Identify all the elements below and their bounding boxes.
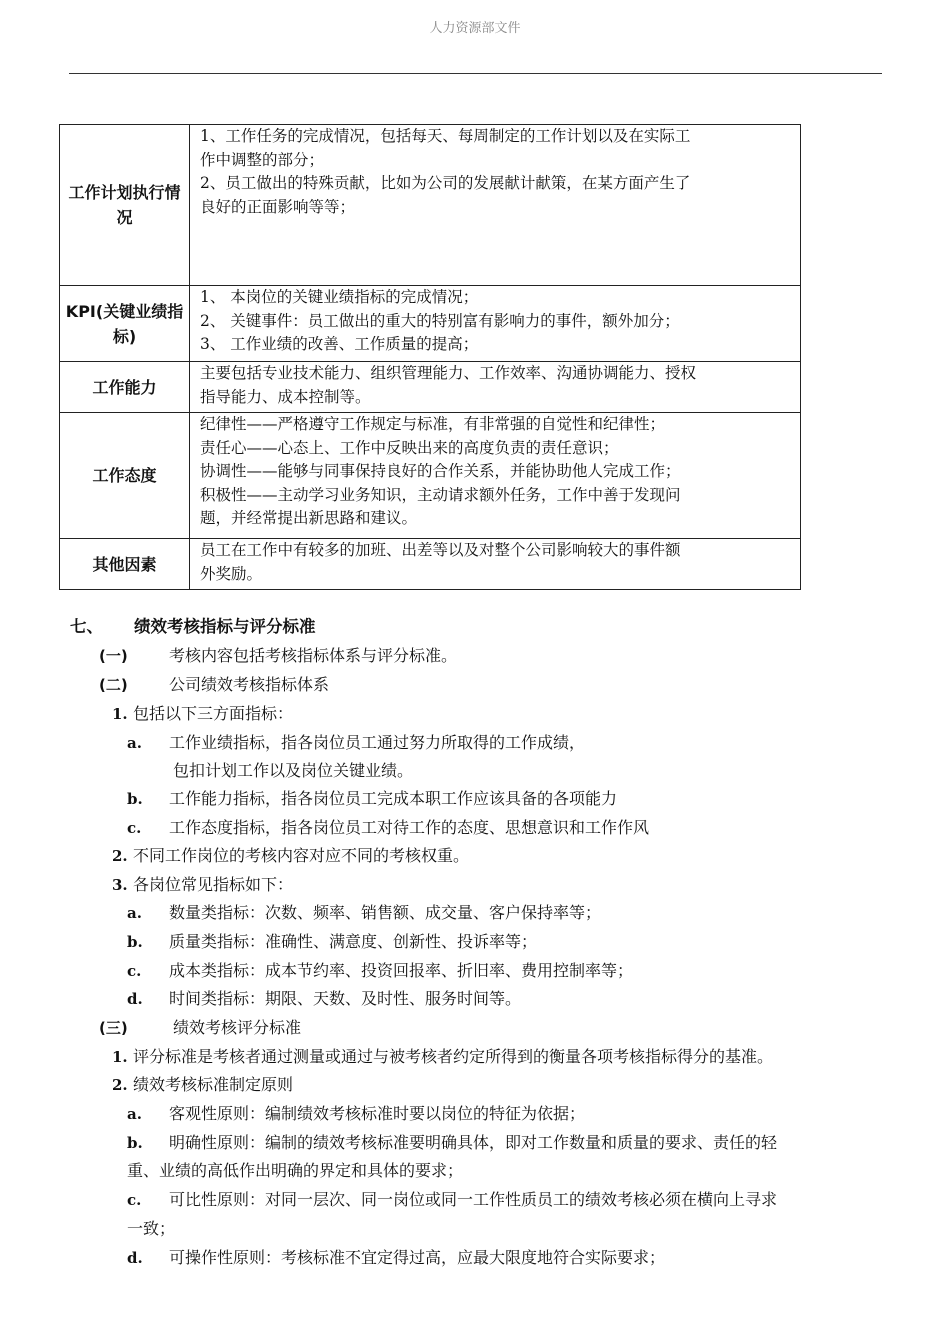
table-row (60, 413, 801, 539)
subitem-text: 时间类指标：期限、天数、及时性、服务时间等。 (169, 989, 522, 1008)
subitem-text: 数量类指标：次数、频率、销售额、成交量、客户保持率等； (169, 903, 602, 922)
item-text: 评分标准是考核者通过测量或通过与被考核者约定所得到的衡量各项考核指标得分的基准。 (133, 1047, 774, 1066)
subitem-marker: d. (127, 990, 143, 1008)
content-line: 协调性——能够与同事保持良好的合作关系，并能协助他人完成工作； (200, 462, 681, 481)
table-row (60, 362, 801, 413)
content-line: 2、员工做出的特殊贡献，比如为公司的发展献计献策，在某方面产生了 (200, 174, 691, 193)
row-label: 工作态度 (60, 413, 190, 539)
content-line: 1、 本岗位的关键业绩指标的完成情况； (200, 288, 479, 306)
subitem-marker: a. (127, 904, 142, 922)
row-content (190, 413, 801, 539)
table-row (60, 539, 801, 590)
row-content (190, 362, 801, 413)
item-text: 绩效考核标准制定原则 (133, 1075, 294, 1094)
content-line: 外奖励。 (200, 564, 263, 583)
content-line: 纪律性——严格遵守工作规定与标准，有非常强的自觉性和纪律性； (200, 415, 666, 433)
row-label: 其他因素 (60, 539, 190, 590)
subitem-marker: a. (127, 1105, 142, 1123)
content-line: 积极性——主动学习业务知识，主动请求额外任务，工作中善于发现问 (200, 485, 681, 504)
table-row (60, 125, 801, 286)
row-content (190, 125, 801, 286)
row-content (190, 286, 801, 362)
subitem-text: 工作能力指标，指各岗位员工完成本职工作应该具备的各项能力 (169, 789, 618, 808)
subitem-text: 成本类指标：成本节约率、投资回报率、折旧率、费用控制率等； (169, 961, 634, 980)
part-marker: (三) (99, 1019, 128, 1037)
subitem-marker: d. (127, 1249, 143, 1267)
subitem-marker: b. (127, 933, 143, 951)
item-marker: 1. (112, 1048, 128, 1066)
subitem-marker: b. (127, 790, 143, 808)
subitem-marker: b. (127, 1134, 143, 1152)
item-marker: 3. (112, 876, 128, 894)
row-label: 工作计划执行情况 (60, 125, 190, 286)
content-line: 良好的正面影响等等； (200, 197, 356, 216)
content-line: 员工在工作中有较多的加班、出差等以及对整个公司影响较大的事件额 (200, 541, 681, 559)
subitem-text: 工作业绩指标，指各岗位员工通过努力所取得的工作成绩， (169, 733, 586, 752)
part-text: 公司绩效考核指标体系 (169, 675, 330, 694)
content-line: 1、工作任务的完成情况，包括每天、每周制定的工作计划以及在实际工 (200, 127, 691, 145)
subitem-text: 工作态度指标，指各岗位员工对待工作的态度、思想意识和工作作风 (169, 818, 650, 837)
content-line: 主要包括专业技术能力、组织管理能力、工作效率、沟通协调能力、授权 (200, 364, 697, 382)
row-content (190, 539, 801, 590)
row-label: KPI(关键业绩指标) (60, 286, 190, 362)
subitem-text: 明确性原则：编制的绩效考核标准要明确具体，即对工作数量和质量的要求、责任的轻 (169, 1133, 778, 1152)
page-header-title: 人力资源部文件 (429, 21, 521, 36)
item-marker: 2. (112, 847, 128, 865)
subitem-text-continued: 包扣计划工作以及岗位关键业绩。 (173, 761, 414, 780)
evaluation-table (59, 124, 801, 590)
item-marker: 2. (112, 1076, 128, 1094)
section-title: 绩效考核指标与评分标准 (134, 617, 316, 636)
row-label: 工作能力 (60, 362, 190, 413)
item-text: 各岗位常见指标如下： (133, 875, 294, 894)
part-text: 考核内容包括考核指标体系与评分标准。 (169, 646, 458, 665)
subitem-text: 可比性原则：对同一层次、同一岗位或同一工作性质员工的绩效考核必须在横向上寻求 (169, 1190, 778, 1209)
part-marker: (一) (99, 647, 128, 665)
subitem-marker: a. (127, 734, 142, 752)
item-marker: 1. (112, 705, 128, 723)
subitem-text-continued: 重、业绩的高低作出明确的界定和具体的要求； (127, 1161, 464, 1180)
subitem-text-continued: 一致； (127, 1219, 176, 1238)
subitem-marker: c. (127, 819, 142, 837)
content-line: 指导能力、成本控制等。 (200, 387, 371, 406)
content-line: 2、 关键事件：员工做出的重大的特别富有影响力的事件，额外加分； (200, 311, 680, 330)
part-marker: (二) (99, 676, 128, 694)
subitem-text: 客观性原则：编制绩效考核标准时要以岗位的特征为依据； (169, 1104, 586, 1123)
subitem-marker: c. (127, 1191, 142, 1209)
table-row (60, 286, 801, 362)
content-line: 题，并经常提出新思路和建议。 (200, 509, 418, 528)
subitem-marker: c. (127, 962, 142, 980)
content-line: 3、 工作业绩的改善、工作质量的提高； (200, 335, 479, 354)
item-text: 不同工作岗位的考核内容对应不同的考核权重。 (133, 846, 470, 865)
item-text: 包括以下三方面指标： (133, 704, 294, 723)
content-line: 责任心——心态上、工作中反映出来的高度负责的责任意识； (200, 438, 619, 457)
header-divider (69, 73, 882, 74)
content-line: 作中调整的部分； (200, 150, 325, 169)
section-number: 七、 (70, 617, 103, 636)
part-text: 绩效考核评分标准 (173, 1018, 302, 1037)
subitem-text: 质量类指标：准确性、满意度、创新性、投诉率等； (169, 932, 538, 951)
subitem-text: 可操作性原则：考核标准不宜定得过高，应最大限度地符合实际要求； (169, 1248, 666, 1267)
